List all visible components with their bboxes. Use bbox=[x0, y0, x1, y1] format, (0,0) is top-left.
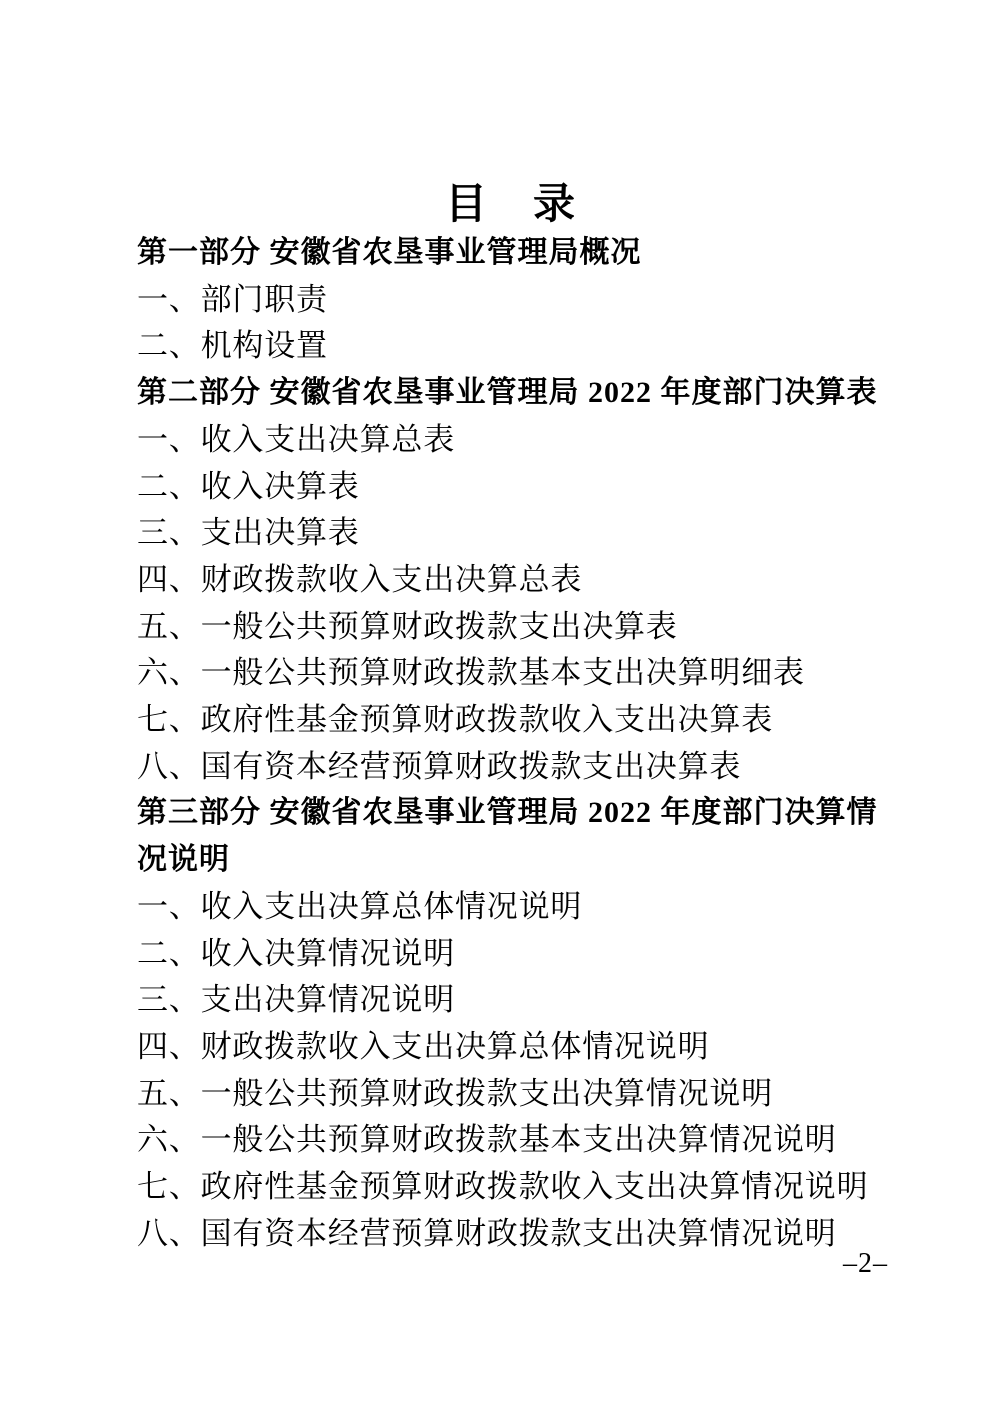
toc-item: 一、收入支出决算总表 bbox=[137, 421, 455, 457]
toc-section-heading: 第三部分 安徽省农垦事业管理局 2022 年度部门决算情况说明 bbox=[137, 796, 878, 877]
toc-item: 七、政府性基金预算财政拨款收入支出决算情况说明 bbox=[137, 1169, 869, 1205]
page-number: –2– bbox=[843, 1248, 888, 1279]
toc-item: 一、部门职责 bbox=[137, 281, 328, 317]
toc-item: 四、财政拨款收入支出决算总表 bbox=[137, 561, 583, 597]
toc bbox=[137, 230, 885, 1257]
toc-section-heading: 第二部分 安徽省农垦事业管理局 2022 年度部门决算表 bbox=[137, 376, 878, 410]
toc-item: 七、政府性基金预算财政拨款收入支出决算表 bbox=[137, 702, 773, 738]
toc-item: 二、收入决算情况说明 bbox=[137, 935, 455, 971]
toc-section-heading: 第一部分 安徽省农垦事业管理局概况 bbox=[137, 236, 642, 269]
toc-item: 五、一般公共预算财政拨款支出决算情况说明 bbox=[137, 1075, 773, 1111]
toc-item: 八、国有资本经营预算财政拨款支出决算表 bbox=[137, 748, 742, 784]
toc-item: 四、财政拨款收入支出决算总体情况说明 bbox=[137, 1028, 710, 1064]
toc-item: 六、一般公共预算财政拨款基本支出决算明细表 bbox=[137, 655, 805, 691]
toc-item: 二、收入决算表 bbox=[137, 468, 360, 504]
toc-item: 一、收入支出决算总体情况说明 bbox=[137, 888, 583, 924]
toc-content bbox=[137, 180, 885, 1257]
toc-item: 八、国有资本经营预算财政拨款支出决算情况说明 bbox=[137, 1215, 837, 1251]
toc-item: 三、支出决算情况说明 bbox=[137, 982, 455, 1018]
toc-item: 三、支出决算表 bbox=[137, 515, 360, 551]
page-title: 目 录 bbox=[444, 182, 577, 228]
toc-item: 五、一般公共预算财政拨款支出决算表 bbox=[137, 608, 678, 644]
toc-item: 二、机构设置 bbox=[137, 328, 328, 364]
toc-item: 六、一般公共预算财政拨款基本支出决算情况说明 bbox=[137, 1122, 837, 1158]
